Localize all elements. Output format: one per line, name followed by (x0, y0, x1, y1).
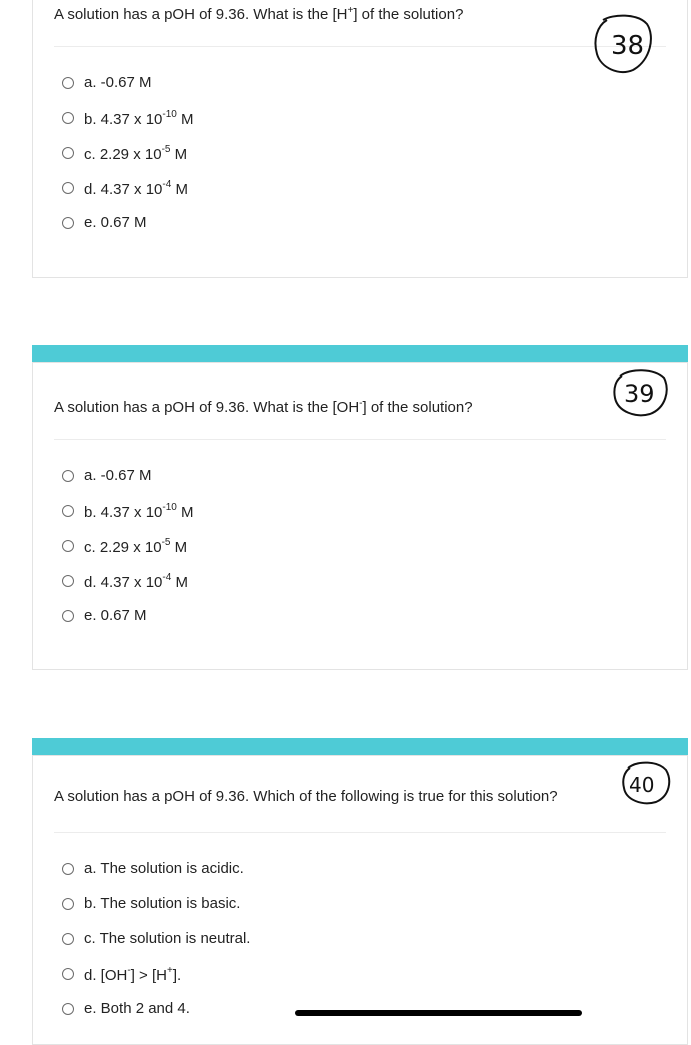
option-label: e. Both 2 and 4. (84, 1000, 190, 1017)
radio-button[interactable] (62, 112, 74, 124)
option-label: d. [OH-] > [H+]. (84, 965, 182, 984)
option-1d[interactable] (62, 178, 188, 198)
home-indicator (295, 1010, 582, 1016)
radio-button[interactable] (62, 77, 74, 89)
option-1b[interactable] (62, 108, 194, 128)
option-3b[interactable] (62, 894, 240, 914)
annotation-text: 39 (624, 380, 655, 408)
radio-button[interactable] (62, 863, 74, 875)
option-label: a. -0.67 M (84, 74, 152, 91)
option-label: b. The solution is basic. (84, 895, 241, 912)
radio-button[interactable] (62, 540, 74, 552)
radio-button[interactable] (62, 470, 74, 482)
radio-button[interactable] (62, 575, 74, 587)
radio-button[interactable] (62, 182, 74, 194)
option-3c[interactable] (62, 929, 250, 949)
question-prompt-1: A solution has a pOH of 9.36. What is the [H+] of the solution? (54, 5, 464, 23)
option-1c[interactable] (62, 143, 187, 163)
option-3e[interactable] (62, 999, 190, 1019)
question-prompt-2: A solution has a pOH of 9.36. What is the [OH-] of the solution? (54, 398, 473, 416)
option-2d[interactable] (62, 571, 188, 591)
question-header-bar-2 (32, 345, 688, 362)
question-divider-2 (54, 439, 666, 440)
radio-button[interactable] (62, 147, 74, 159)
option-label: c. 2.29 x $10^{-5}$ M (84, 537, 188, 556)
option-label: c. The solution is neutral. (84, 930, 251, 947)
option-label: e. 0.67 M (84, 607, 147, 624)
option-2e[interactable] (62, 606, 147, 626)
option-label: d. 4.37 x $10^{-4}$ M (84, 572, 188, 591)
option-1a[interactable] (62, 73, 152, 93)
option-2b[interactable] (62, 501, 194, 521)
option-3a[interactable] (62, 859, 244, 879)
radio-button[interactable] (62, 217, 74, 229)
question-header-bar-3 (32, 738, 688, 755)
radio-button[interactable] (62, 1003, 74, 1015)
option-2a[interactable] (62, 466, 152, 486)
annotation-text: 38 (611, 31, 645, 61)
question-divider-3 (54, 832, 666, 833)
option-1e[interactable] (62, 213, 147, 233)
option-3d[interactable] (62, 964, 181, 984)
question-prompt-3: A solution has a pOH of 9.36. Which of the following is true for this solution? (54, 788, 558, 805)
option-label: a. The solution is acidic. (84, 860, 244, 877)
question-card-1 (32, 0, 688, 278)
question-divider-1 (54, 46, 666, 47)
handwritten-annotation-40 (620, 758, 672, 810)
option-2c[interactable] (62, 536, 187, 556)
handwritten-annotation-39 (612, 364, 670, 420)
handwritten-annotation-38 (593, 10, 655, 74)
option-label: c. 2.29 x $10^{-5}$ M (84, 144, 188, 163)
option-label: e. 0.67 M (84, 214, 147, 231)
radio-button[interactable] (62, 898, 74, 910)
option-label: b. 4.37 x $10^{-10}$ M (84, 502, 194, 521)
radio-button[interactable] (62, 610, 74, 622)
annotation-text: 40 (629, 773, 655, 797)
option-label: b. 4.37 x $10^{-10}$ M (84, 109, 194, 128)
radio-button[interactable] (62, 968, 74, 980)
option-label: d. 4.37 x $10^{-4}$ M (84, 179, 188, 198)
option-label: a. -0.67 M (84, 467, 152, 484)
radio-button[interactable] (62, 933, 74, 945)
radio-button[interactable] (62, 505, 74, 517)
